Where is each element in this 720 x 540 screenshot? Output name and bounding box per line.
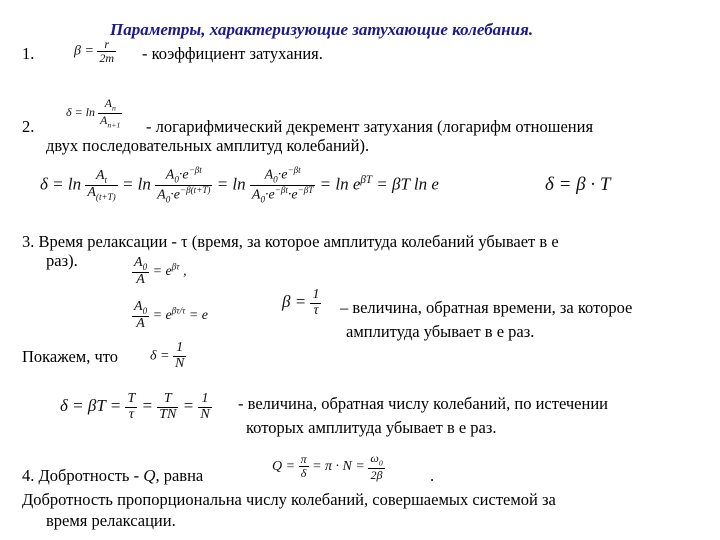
formula-beta: β = $\frac{r}{2m}$ [74, 37, 115, 65]
item-2-text-line1: - логарифмический декремент затухания (логарифм отношения [146, 117, 594, 136]
beta-description-line1: – величина, обратная времени, за которое [340, 298, 633, 317]
formula-delta-derivation: δ = ln $\frac{A_t}{A_{(t+T)}}$ = ln $\frac{A_0\cdot e^{-\beta t}}{A_0\cdot e^{-\beta(t+T)}}$ = ln $\frac{A_0\cdot e^{-\beta t}}{A_0\cdot e^{-\beta t}\cdot e^{-\beta T}}$ = $\ln e^{\beta T} = \beta T$ ln e [40, 165, 439, 205]
item-4-text-line2: Добротность пропорциональна числу колебаний, совершаемых системой за [22, 490, 556, 509]
show-that-text: Покажем, что [22, 347, 118, 366]
page-title: Параметры, характеризующие затухающие колебания. [110, 20, 534, 39]
item-3-text-line1: 3. Время релаксации - τ (время, за которое амплитуда колебаний убывает в e [22, 232, 559, 251]
delta-description-line1: - величина, обратная числу колебаний, по истечении [238, 394, 608, 413]
item-1-text: - коэффициент затухания. [142, 44, 323, 63]
q-symbol: Q [143, 466, 156, 485]
item-2-number: 2. [22, 117, 35, 136]
beta-description-line2: амплитуда убывает в e раз. [346, 322, 535, 341]
formula-q-factor: Q = $\frac{\pi}{\delta}$ = π · N = $\frac{\omega_0}{2\beta}$ [272, 451, 383, 482]
item-2-text-line2: двух последовательных амплитуд колебаний). [46, 136, 370, 155]
formula-delta-chain: δ = βT = $\frac{T}{\tau}$ = $\frac{T}{TN}$ = $\frac{1}{N}$ [60, 391, 210, 422]
item-4-period: . [430, 466, 435, 485]
delta-description-line2: которых амплитуда убывает в e раз. [246, 418, 497, 437]
formula-beta-inverse-tau: β = $\frac{1}{\tau}$ [282, 287, 320, 318]
item-4-text-line3: время релаксации. [46, 511, 176, 530]
formula-relax-1: $\frac{A_0}{A}$ = $e^{\beta\tau}$ , [134, 255, 187, 288]
item-3-text-line2: раз). [46, 251, 78, 270]
item-4-text-line1: 4. Добротность - Q, равна [22, 466, 204, 485]
formula-delta-inverse-n: δ = $\frac{1}{N}$ [150, 340, 185, 371]
formula-relax-2: $\frac{A_0}{A}$ = $e^{\beta\tau/\tau} = e$ [134, 299, 209, 332]
formula-delta-beta-t: δ = β · T [545, 174, 611, 195]
item-1-number: 1. [22, 44, 35, 63]
formula-delta-def: δ = ln $\frac{A_n}{A_{n+1}}$ [66, 96, 121, 129]
